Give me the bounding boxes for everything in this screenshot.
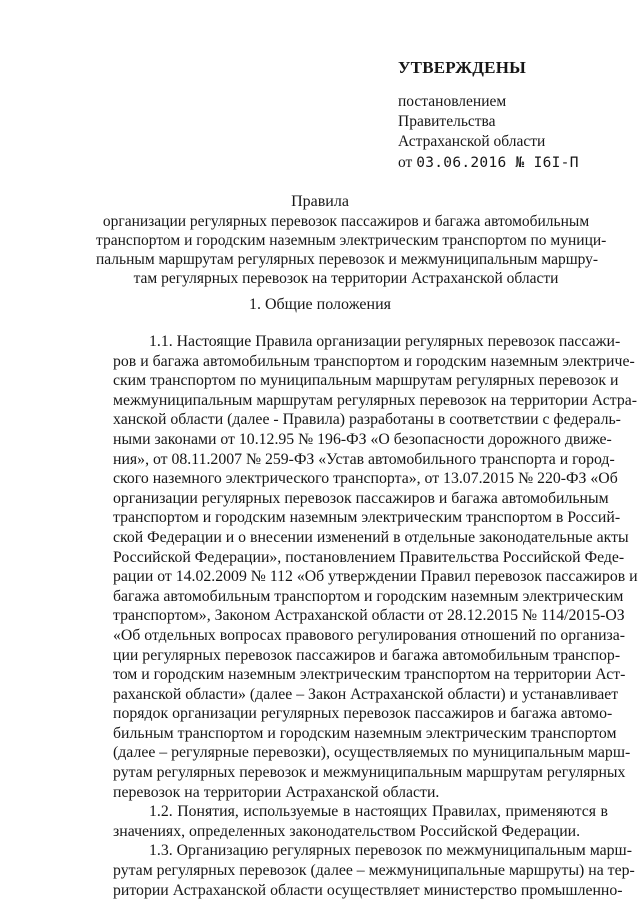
paragraph-1-1-line: рутам регулярных перевозок и межмуниципальным маршрутам регулярных — [113, 764, 626, 782]
paragraph-1-2-line: значениях, определенных законодательством Российской Федерации. — [113, 822, 581, 840]
approval-date-prefix: от — [398, 154, 417, 171]
paragraph-1-1-line: ханской области (далее - Правила) разработаны в соответствии с федераль- — [113, 411, 621, 429]
approval-line-region: Астраханской области — [398, 133, 546, 150]
approval-block — [398, 58, 628, 174]
paragraph-1-1-line: ской Федерации и о внесении изменений в отдельные законодательные акты — [113, 528, 629, 546]
paragraph-1-3-line: 1.3. Организацию регулярных перевозок по межмуниципальным марш- — [149, 842, 632, 860]
paragraph-1-1-line: транспортом», Законом Астраханской области от 28.12.2015 № 114/2015-ОЗ — [113, 607, 625, 625]
paragraph-1-2-line: 1.2. Понятия, используемые в настоящих Правилах, применяются в — [149, 803, 608, 821]
paragraph-1-1-line: багажа автомобильным транспортом и городским наземным электрическим — [113, 587, 624, 605]
paragraph-1-1-line: перевозок на территории Астраханской области. — [113, 783, 440, 801]
subtitle-line: транспортом и городским наземным электрическим транспортом по муници- — [96, 232, 607, 249]
paragraph-1-1-line: (далее – регулярные перевозки), осуществляемых по муниципальным марш- — [113, 744, 631, 762]
paragraph-1-1-line: рации от 14.02.2009 № 112 «Об утверждении Правил перевозок пассажиров и — [113, 568, 638, 586]
paragraph-1-1-line: бильным транспортом и городским наземным электрическим транспортом — [113, 724, 617, 742]
approval-line-government: Правительства — [398, 113, 496, 130]
paragraph-1-1-line: ским транспортом по муниципальным маршрутам регулярных перевозок и — [113, 372, 619, 390]
approval-date-stamp: 03.06.2016 № I6I-П — [416, 155, 579, 171]
paragraph-1-1-line: «Об отдельных вопросах правового регулирования отношений по организа- — [113, 626, 626, 644]
section-heading: 1. Общие положения — [248, 296, 392, 313]
paragraph-1-1-line: межмуниципальным маршрутам регулярных перевозок на территории Астра- — [113, 391, 638, 409]
approval-line-resolution: постановлением — [398, 93, 507, 110]
subtitle-line: организации регулярных перевозок пассажиров и багажа автомобильным — [102, 213, 590, 230]
paragraph-1-1-line: транспортом и городским наземным электрическим транспортом в Россий- — [113, 509, 621, 527]
paragraph-1-1-line: ными законами от 10.12.95 № 196-ФЗ «О безопасности дорожного движе- — [113, 430, 612, 448]
paragraph-1-1-line: 1.1. Настоящие Правила организации регулярных перевозок пассажи- — [149, 333, 621, 350]
paragraph-1-1-line: раханской области» (далее – Закон Астраханской области) и устанавливает — [113, 685, 619, 703]
paragraph-1-1-line: ского наземного электрического транспорта», от 13.07.2015 № 220-ФЗ «Об — [113, 470, 618, 488]
subtitle-line: там регулярных перевозок на территории Астраханской области — [133, 270, 559, 287]
document-title: Правила — [291, 193, 349, 210]
paragraph-1-3-line: ритории Астраханской области осуществляет министерство промышленно- — [113, 881, 623, 899]
paragraph-1-1-line: Российской Федерации», постановлением Правительства Российской Феде- — [113, 548, 625, 566]
paragraph-1-1-line: ния», от 08.11.2007 № 259-ФЗ «Устав автомобильного транспорта и город- — [113, 450, 615, 468]
paragraph-1-1-line: ров и багажа автомобильным транспортом и городским наземным электриче- — [113, 352, 635, 370]
paragraph-1-1-line: том и городским наземным электрическим транспортом на территории Аст- — [113, 666, 626, 684]
approval-date-line — [398, 152, 628, 174]
paragraph-1-1-line: ции регулярных перевозок пассажиров и багажа автомобильным транспор- — [113, 646, 621, 664]
paragraph-1-1-line: организации регулярных перевозок пассажиров и багажа автомобильным — [113, 489, 609, 507]
paragraph-1-3-line: рутам регулярных перевозок (далее – межмуниципальные маршруты) на тер- — [113, 862, 635, 880]
document-subtitle — [96, 212, 607, 288]
body-text — [113, 332, 638, 900]
subtitle-line: пальным маршрутам регулярных перевозок и межмуниципальным маршру- — [96, 251, 599, 268]
approval-heading: УТВЕРЖДЕНЫ — [398, 58, 527, 77]
paragraph-1-1-line: порядок организации регулярных перевозок пассажиров и багажа автомо- — [113, 705, 613, 723]
